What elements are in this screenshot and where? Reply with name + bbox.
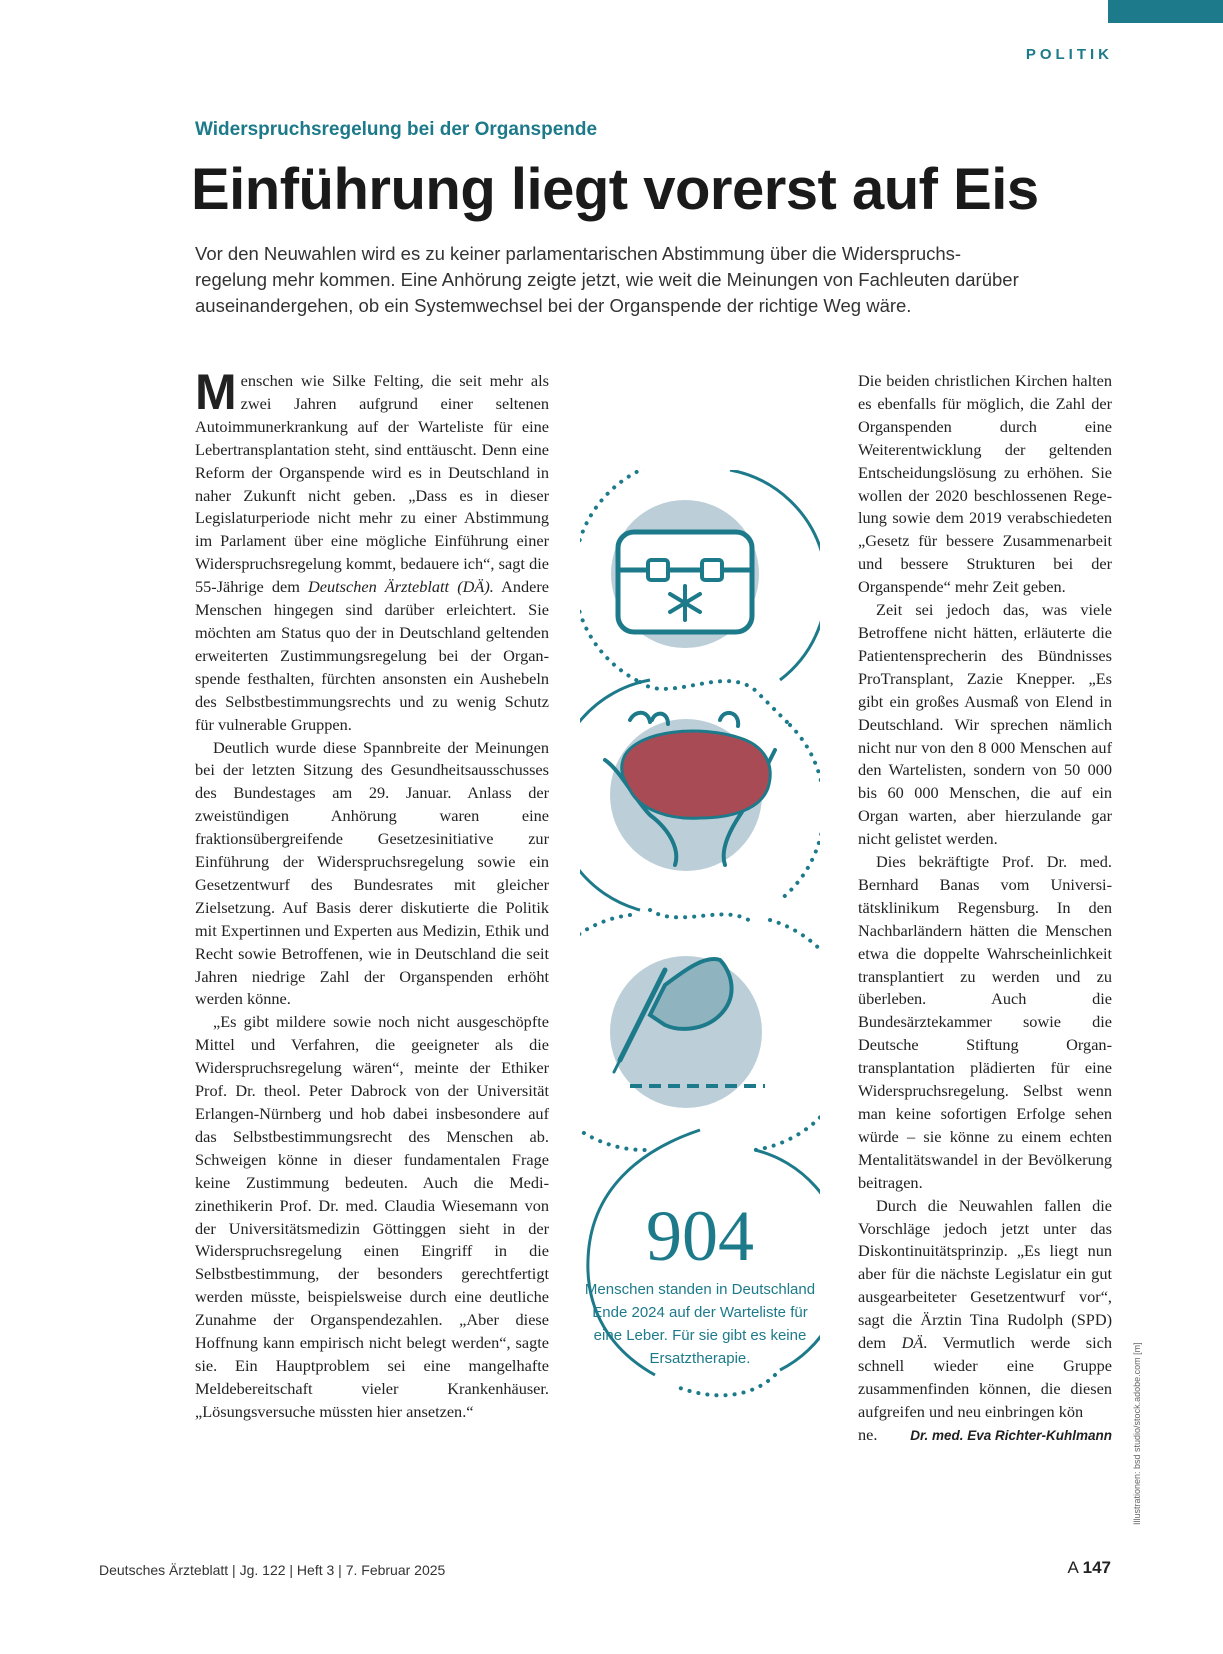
hands-holding-liver-icon [605,713,775,871]
infographic [580,470,820,1430]
lead-paragraph: Vor den Neuwahlen wird es zu keiner parlamentarischen Abstimmung über die Widerspruchsregelung mehr kommen. Eine Anhörung zeigte jetzt, wie weit die Meinungen von Fachleuten darüber auseinandergehen, ob ein Systemwechsel bei der Organspende der richtige Weg wäre. [195,243,1019,316]
cooler-box-icon [611,500,759,648]
page-number: A 147 [1067,1558,1111,1577]
stat-caption: Menschen standen in Deutschland Ende 2024 auf der Warteliste für eine Leber. Für sie gibt es keine Ersatztherapie. [584,1281,816,1367]
corner-color-bar [1108,0,1223,23]
drop-cap: M [195,364,237,420]
headline: Einführung liegt vorerst auf Eis [191,157,1039,222]
image-credit: Illustrationen: bsd studio/stock.adobe.com [m] [1132,1342,1142,1525]
author-byline: Dr. med. Eva Richter-Kuhlmann [910,1427,1112,1443]
paragraph: Dies bekräftigte Prof. Dr. med. Bernhard Banas vom Universitätsklinikum Regensburg. In den Nachbarländern hätten die Menschen etwa die doppelte Wahrscheinlichkeit transplantiert zu werden und zu überleben. Auch die Bundesärztekammer sowie die Deutsche Stiftung Organtransplantation plädierten für eine Widerspruchsregelung. Selbst wenn man keine sofortigen Erfolge sehen würde – sie könne zu einem echten Mentalitätswandel in der Bevölkerung beitragen. [858,852,1112,1192]
paragraph: Durch die Neuwahlen fallen die Vorschläge jedoch jetzt unter das Diskontinuitätsprinzip. „Es liegt nun aber für die nächste Legislatur ein gut ausgearbeiteter Gesetzentwurf vor“, sagt die Ärztin Tina Rudolph (SPD) dem DÄ. Vermutlich werde sich schnell wieder eine Gruppe zusammenfinden können, die diesen aufgreifen und neu einbringen kön [858,1195,1112,1421]
paragraph: Deutlich wurde diese Spannbreite der Meinungen bei der letzten Sitzung des Gesundheitsausschusses des Bundestages am 29. Januar. Anlass der zweistündigen Anhörung waren eine fraktionsübergreifende Gesetzesinitiative zur Einführung der Widerspruchsregelung sowie ein Gesetzentwurf des Bundesrates mit gleicher Zielsetzung. Auf Basis derer diskutierte die Politik mit Expertinnen und Experten aus Medizin, Ethik und Recht sowie Betroffenen, wie in Deutschland die seit Jahren niedrige Zahl der Organspenden erhöht werden könne. [195,737,549,1009]
paragraph: Zeit sei jedoch das, was viele Betroffene nicht hätten, erläuterte die Patientensprecherin des Bündnisses ProTransplant, Zazie Knepper. „Es gibt ein großes Ausmaß von Elend in Deutschland. Wir sprechen nämlich nicht nur von den 8 000 Menschen auf den Wartelisten, sondern von 50 000 bis 60 000 Menschen, die auf ein Organ warten, aber hierzulande gar nicht gelistet werden. [858,600,1112,849]
article-column-right [858,370,1112,1448]
section-label: POLITIK [1025,46,1113,63]
closing-word: ne. [858,1424,878,1444]
footer-publication: Deutsches Ärzteblatt | Jg. 122 | Heft 3 | 7. Februar 2025 [99,1562,446,1578]
article-column-left [195,364,549,1424]
hand-signing-icon [610,956,765,1108]
stat-number: 904 [646,1196,754,1276]
article-end-row [858,1424,1112,1448]
paragraph: „Es gibt mildere sowie noch nicht ausgeschöpfte Mittel und Verfahren, die geeigneter als die Widerspruchsregelung wären“, meinte der Ethiker Prof. Dr. theol. Peter Dabrock von der Universität Erlangen-Nürnberg und hob dabei insbesondere auf das Selbstbestimmungsrecht des Menschen ab. Schweigen könne in dieser fundamentalen Frage keine Zustimmung bedeuten. Auch die Medizinethikerin Prof. Dr. med. Claudia Wiesemann von der Universitätsmedizin Göttinggen sieht in der Widerspruchsregelung einen Eingriff in die Selbstbestimmung, der besonders gerechtfertigt werden müsste, beispielsweise durch eine deutliche Zunahme der Organspendezahlen. „Aber diese Hoffnung kann empirisch nicht belegt werden“, sagte sie. Ein Hauptproblem sei eine mangelhafte Meldebereitschaft vieler Krankenhäuser. „Lösungsversuche müssten hier ansetzen.“ [195,1012,549,1421]
kicker: Widerspruchsregelung bei der Organspende [195,119,598,140]
paragraph: Die beiden christlichen Kirchen halten es ebenfalls für möglich, die Zahl der Organspenden durch eine Weiterentwicklung der geltenden Entscheidungslösung zu erhöhen. Sie wollen der 2020 beschlossenen Regelung sowie dem 2019 verabschiedeten „Gesetz für bessere Zusammenarbeit und bessere Strukturen bei der Organspende“ mehr Zeit geben. [858,371,1112,597]
paragraph: Menschen wie Silke Felting, die seit mehr als zwei Jahren aufgrund einer seltenen Autoimmunerkrankung auf der Warteliste für eine Lebertransplantation steht, sind enttäuscht. Denn eine Reform der Organspende wird es in Deutschland in naher Zukunft nicht geben. „Dass es in dieser Legislaturperiode nicht mehr zu einer Abstimmung im Parlament über eine mögliche Einführung einer Widerspruchsregelung kommt, bedauere ich“, sagt die 55-Jährige dem Deutschen Ärzteblatt (DÄ). Andere Menschen hingegen sind darüber erleichtert. Sie möchten am Status quo der in Deutschland geltenden erweiterten Zustimmungsregelung bei der Organspende festhalten, fürchten ansonsten ein Aushebeln des Selbstbestimmungsrechts und zu wenig Schutz für vulnerable Gruppen. [195,364,549,734]
